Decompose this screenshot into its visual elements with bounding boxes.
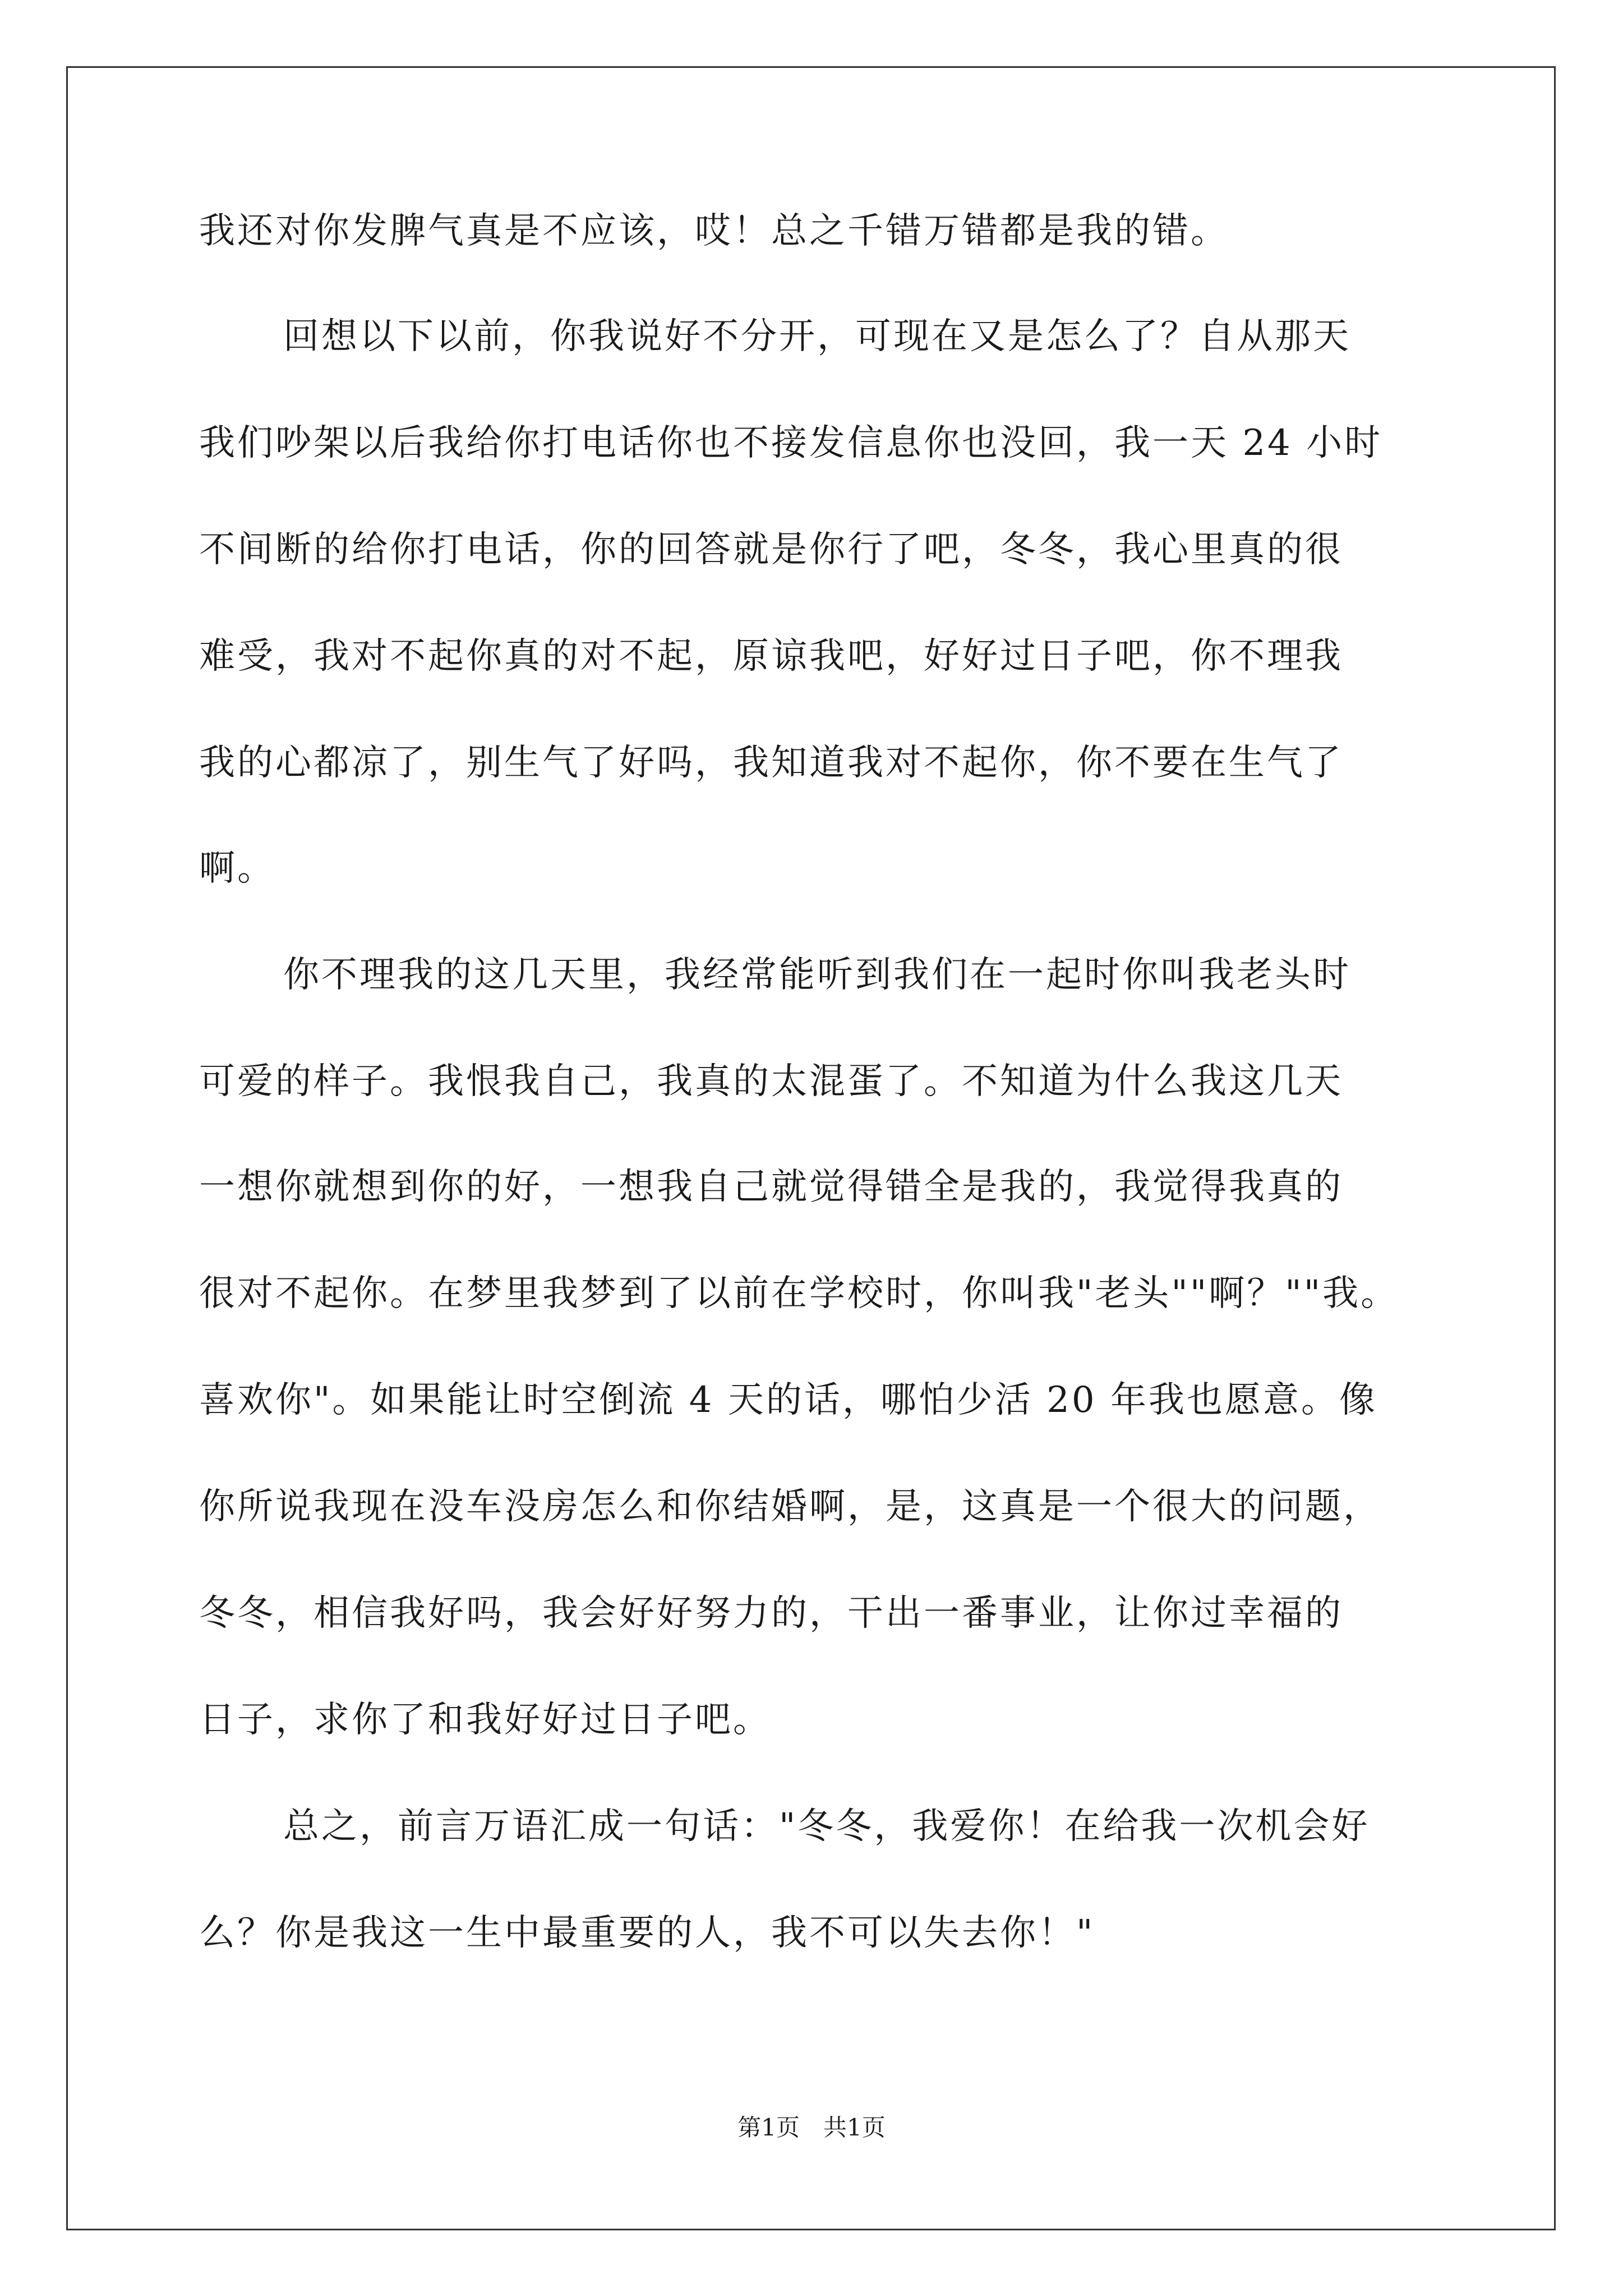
text-line: 啊。: [199, 848, 275, 889]
page-border: [66, 66, 1556, 2230]
text-line: 喜欢你"。如果能让时空倒流 4 天的话，哪怕少活 20 年我也愿意。像: [199, 1379, 1377, 1421]
text-line: 我的心都凉了，别生气了好吗，我知道我对不起你，你不要在生气了: [199, 742, 1343, 784]
paragraph-start-line: 回想以下以前，你我说好不分开，可现在又是怎么了？自从那天: [283, 316, 1351, 357]
text-line: 冬冬，相信我好吗，我会好好努力的，干出一番事业，让你过幸福的: [199, 1593, 1343, 1634]
text-line: 么？你是我这一生中最重要的人，我不可以失去你！": [199, 1912, 1095, 1954]
paragraph-start-line: 总之，前言万语汇成一句话："冬冬，我爱你！在给我一次机会好: [283, 1806, 1370, 1847]
paragraph-start-line: 你不理我的这几天里，我经常能听到我们在一起时你叫我老头时: [283, 954, 1351, 996]
text-line: 日子，求你了和我好好过日子吧。: [199, 1699, 771, 1741]
text-line: 难受，我对不起你真的对不起，原谅我吧，好好过日子吧，你不理我: [199, 636, 1343, 677]
text-line: 你所说我现在没车没房怎么和你结婚啊，是，这真是一个很大的问题，: [199, 1486, 1381, 1527]
text-line: 一想你就想到你的好，一想我自己就觉得错全是我的，我觉得我真的: [199, 1166, 1343, 1208]
text-line: 我还对你发脾气真是不应该，哎！总之千错万错都是我的错。: [199, 210, 1229, 252]
text-line: 不间断的给你打电话，你的回答就是你行了吧，冬冬，我心里真的很: [199, 529, 1343, 570]
text-line: 可爱的样子。我恨我自己，我真的太混蛋了。不知道为什么我这几天: [199, 1061, 1343, 1102]
text-line: 我们吵架以后我给你打电话你也不接发信息你也没回，我一天 24 小时: [199, 422, 1383, 464]
text-line: 很对不起你。在梦里我梦到了以前在学校时，你叫我"老头""啊？""我。: [199, 1273, 1399, 1314]
page-number-footer: 第1页 共1页: [737, 2114, 886, 2141]
